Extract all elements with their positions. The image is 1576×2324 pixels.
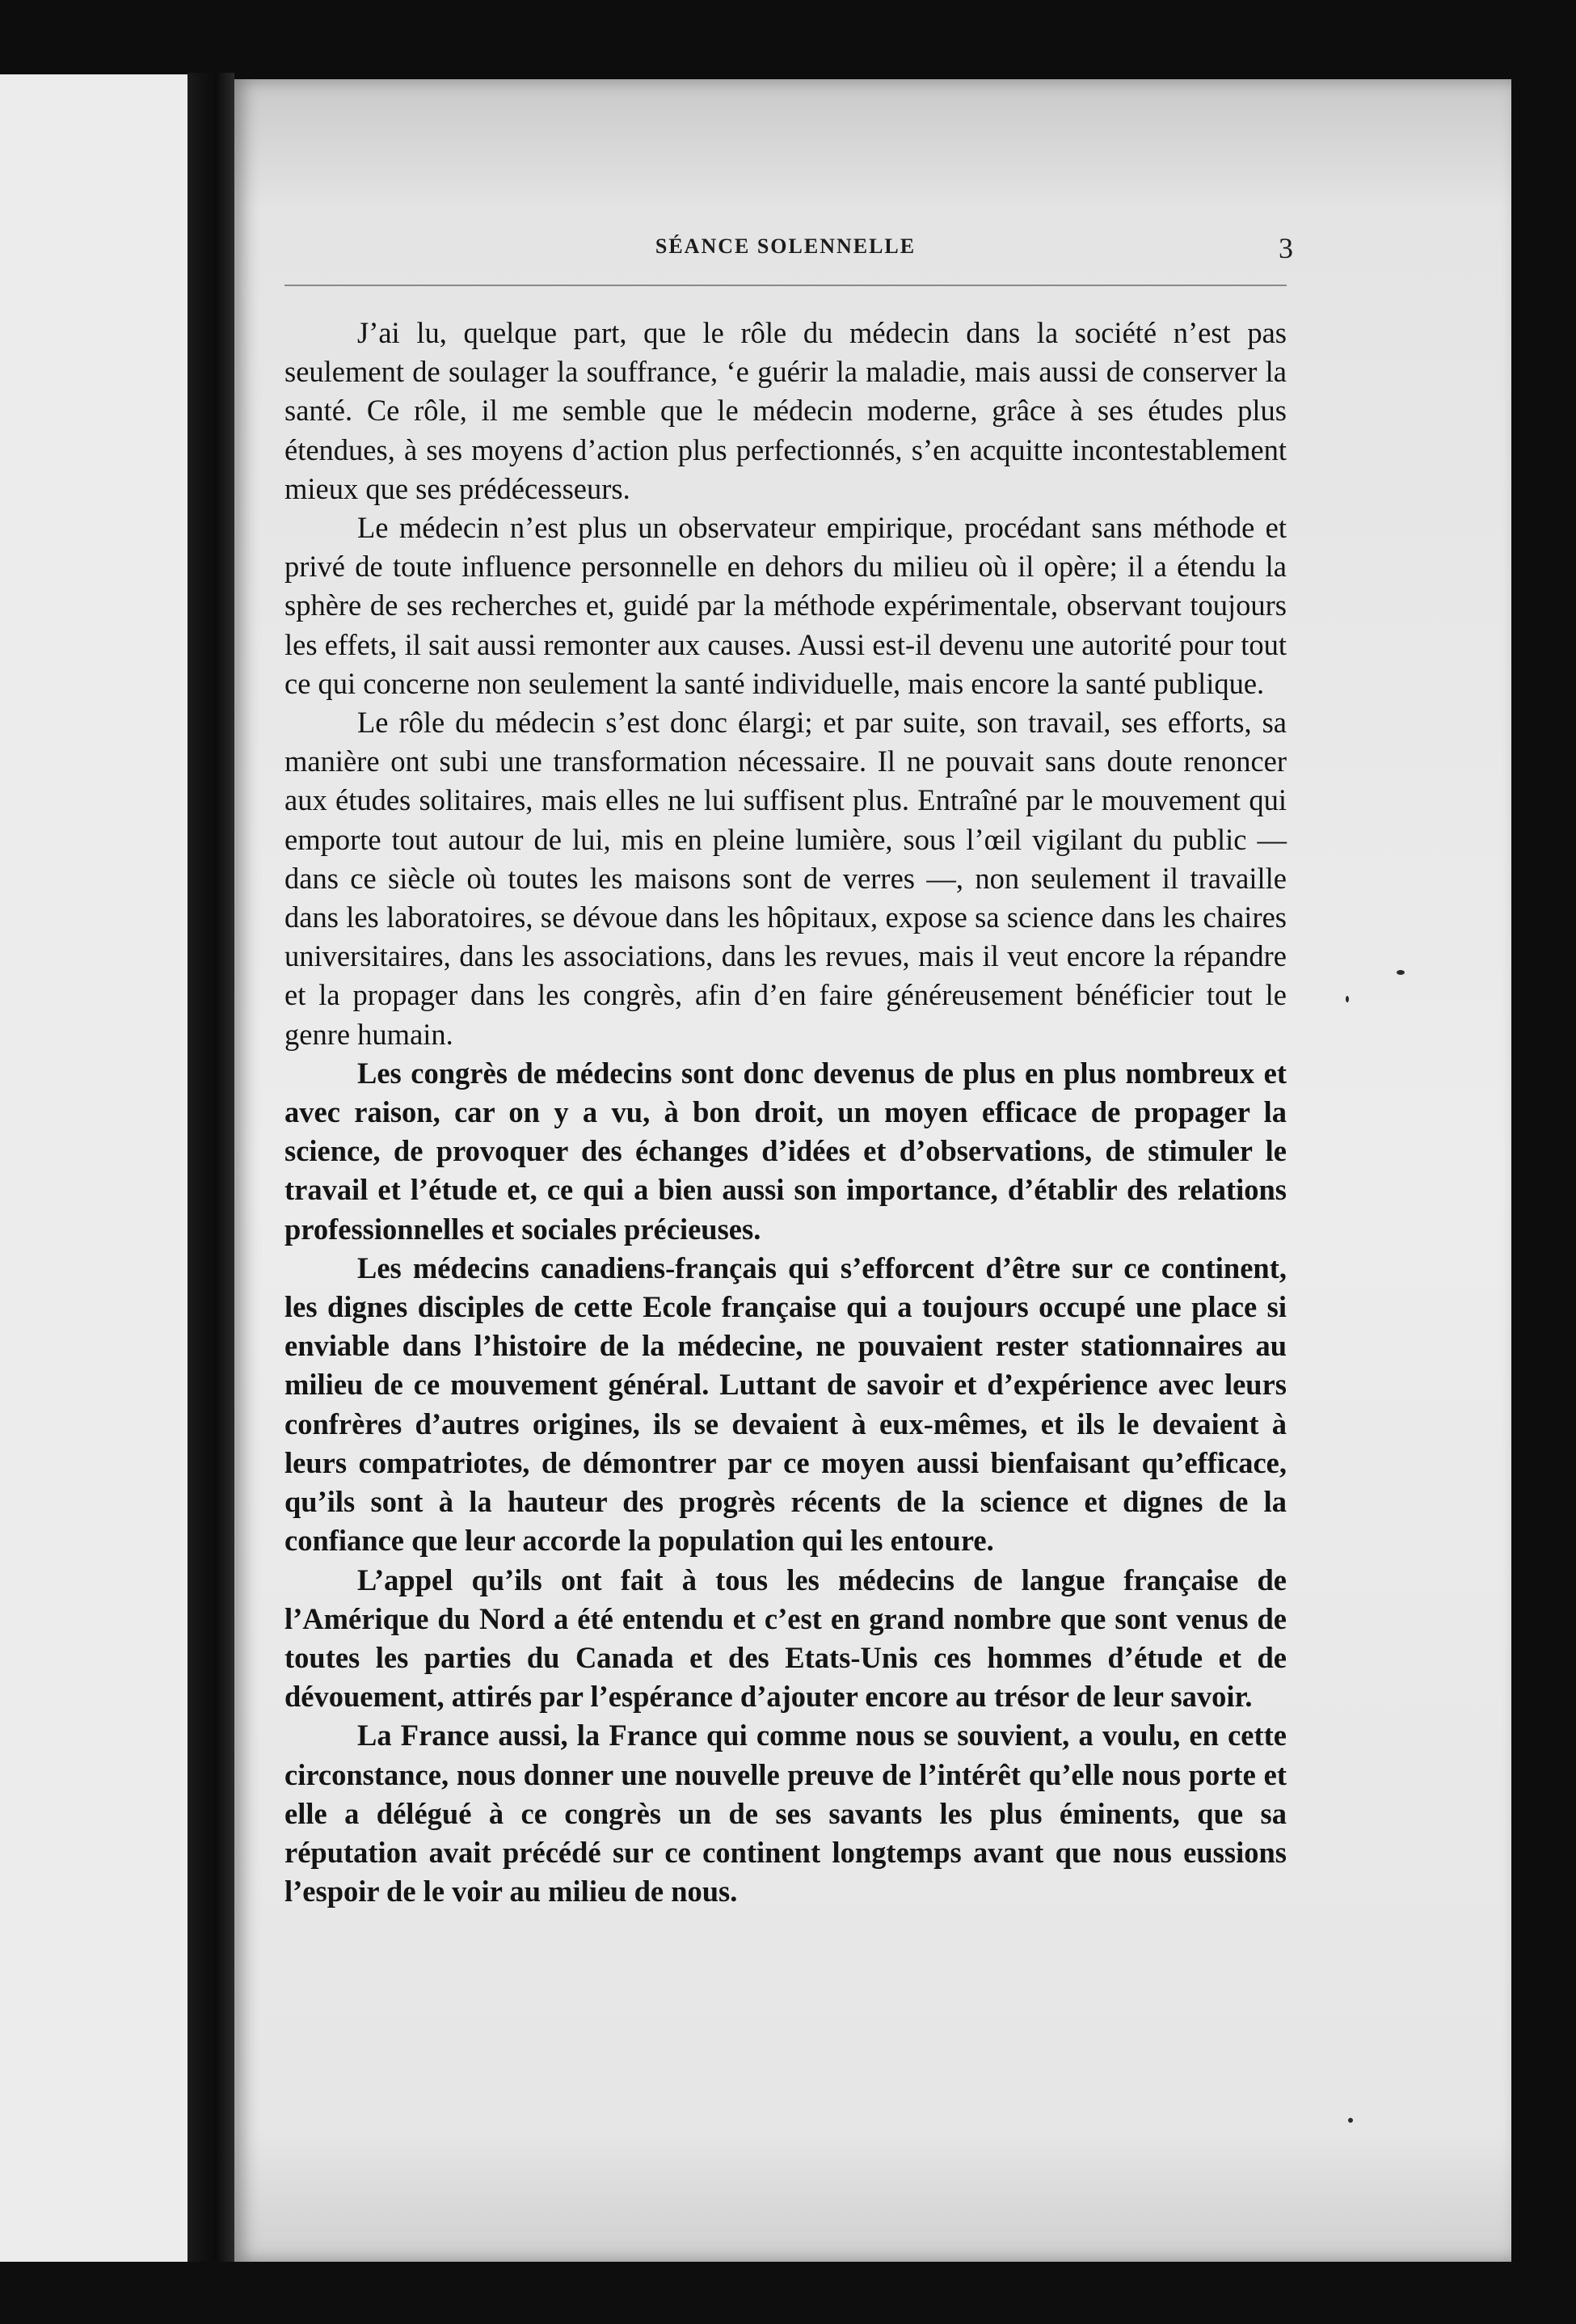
scan-speck <box>1346 996 1349 1002</box>
page-number: 3 <box>1279 232 1293 264</box>
scan-speck <box>1397 970 1405 975</box>
paragraph: Le médecin n’est plus un observateur empirique, procédant sans méthode et privé de toute influence personnelle en dehors du milieu où il opère; il a étendu la sphère de ses recherches et, guidé par la méthode expérimentale, observant toujours les effets, il sait aussi remonter aux causes. Aussi est-il devenu une autorité pour tout ce qui concerne non seulement la santé individuelle, mais encore la santé publique. <box>284 511 1287 700</box>
scan-border-right <box>1511 73 1576 2324</box>
paragraph: Les congrès de médecins sont donc devenus de plus en plus nombreux et avec raison, car on y a vu, à bon droit, un moyen efficace de propager la science, de provoquer des échanges d’idées et d’observations, de stimuler le travail et l’étude et, ce qui a bien aussi son importance, d’établir des relations professionnelles et sociales précieuses. <box>284 1056 1287 1246</box>
paragraph: Les médecins canadiens-français qui s’efforcent d’être sur ce continent, les dignes disciples de cette Ecole française qui a toujours occupé une place si enviable dans l’histoire de la médecine, ne pouvaient rester stationnaires au milieu de ce mouvement général. Luttant de savoir et d’expérience avec leurs confrères d’autres origines, ils se devaient à eux-mêmes, et ils le devaient à leurs compatriotes, de démontrer par ce moyen aussi bienfaisant qu’efficace, qu’ils sont à la hauteur des progrès récents de la science et dignes de la confiance que leur accorde la population qui les entoure. <box>284 1251 1287 1558</box>
scan-border-bottom <box>0 2262 1576 2324</box>
paragraph: La France aussi, la France qui comme nous se souvient, a voulu, en cette circonstance, nous donner une nouvelle preuve de l’intérêt qu’elle nous porte et elle a délégué à ce congrès un de ses savants les plus éminents, que sa réputation avait précédé sur ce continent longtemps avant que nous eussions l’espoir de le voir au milieu de nous. <box>284 1719 1287 1909</box>
facing-page-edge <box>0 74 188 2324</box>
paragraph: Le rôle du médecin s’est donc élargi; et par suite, son travail, ses efforts, sa manière ont subi une transformation nécessaire. Il ne pouvait sans doute renoncer aux études solitaires, mais elles ne lui suffisent plus. Entraîné par le mouvement qui emporte tout autour de lui, mis en pleine lumière, sous l’œil vigilant du public — dans ce siècle où toutes les maisons sont de verres —, non seulement il travaille dans les laboratoires, se dévoue dans les hôpitaux, expose sa science dans les chaires universitaires, dans les associations, dans les revues, mais il veut encore la répandre et la propager dans les congrès, afin d’en faire généreusement bénéficier tout le genre humain. <box>284 706 1287 1051</box>
header-rule <box>284 285 1287 286</box>
paragraph: L’appel qu’ils ont fait à tous les médecins de langue française de l’Amérique du Nord a été entendu et c’est en grand nombre que sont venus de toutes les parties du Canada et des Etats-Unis ces hommes d’étude et de dévouement, attirés par l’espérance d’ajouter encore au trésor de leur savoir. <box>284 1563 1287 1714</box>
scan-speck <box>1348 2118 1353 2123</box>
body-text <box>284 314 1287 1911</box>
paragraph: J’ai lu, quelque part, que le rôle du médecin dans la société n’est pas seulement de soulager la souffrance, ‘e guérir la maladie, mais aussi de conserver la santé. Ce rôle, il me semble que le médecin moderne, grâce à ses études plus étendues, à ses moyens d’action plus perfectionnés, s’en acquitte incontestablement mieux que ses prédécesseurs. <box>284 316 1287 505</box>
running-head-title: SÉANCE SOLENNELLE <box>655 234 917 258</box>
book-gutter <box>188 73 234 2324</box>
